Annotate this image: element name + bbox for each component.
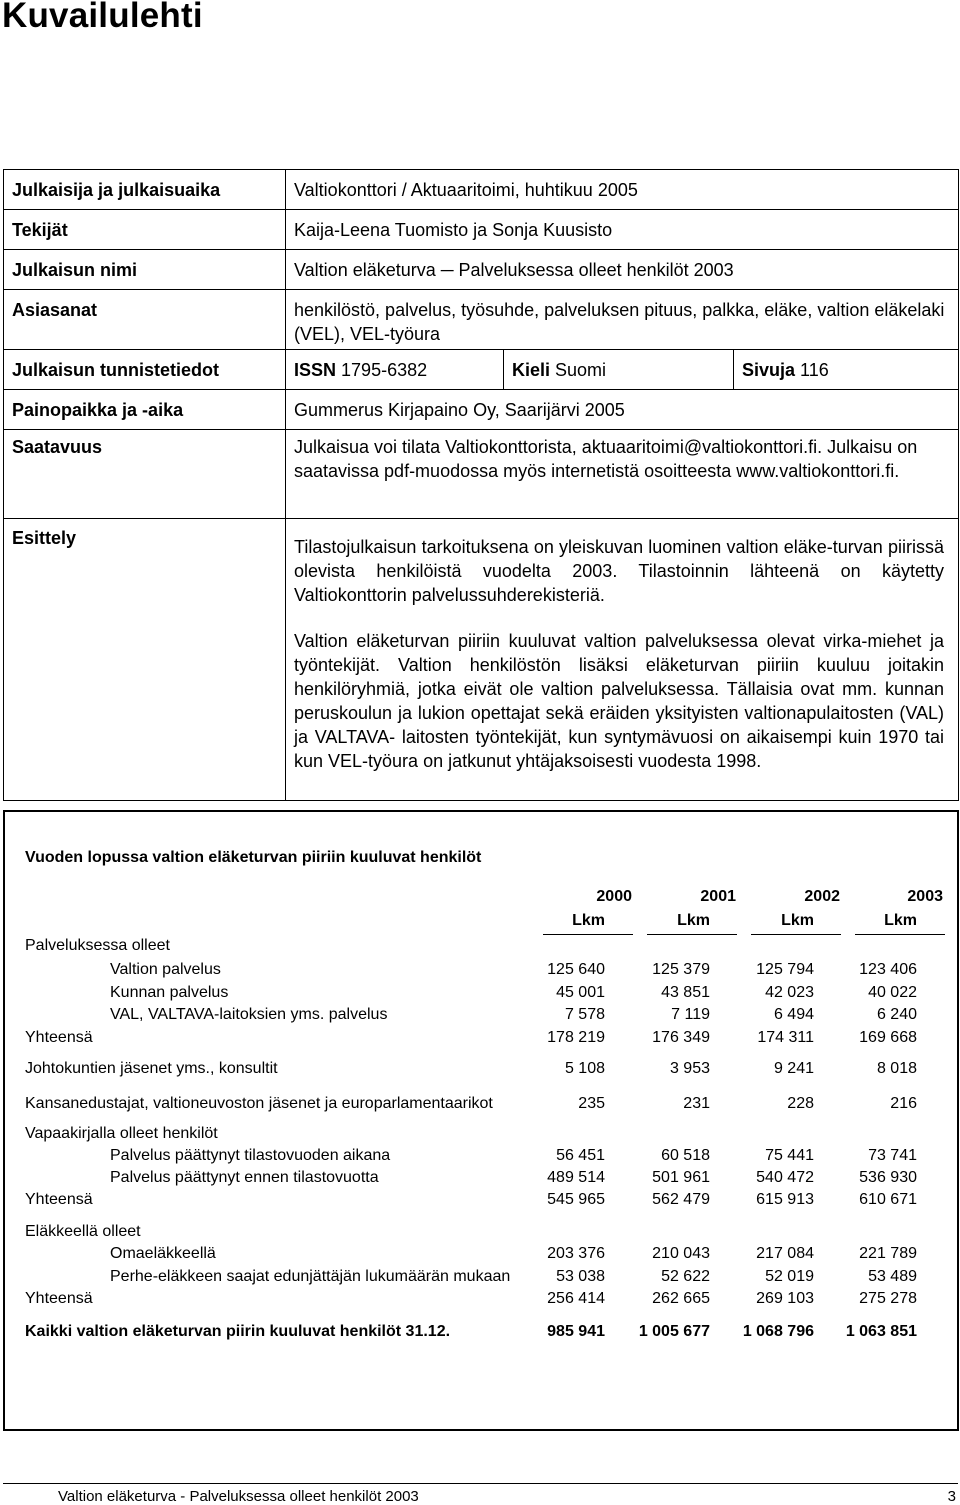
header-underline (855, 934, 945, 935)
table-row (5, 1245, 957, 1267)
cell-2002: 615 913 (756, 1191, 814, 1208)
cell-2000: 256 414 (547, 1290, 605, 1307)
issn-value: 1795-6382 (341, 360, 428, 380)
cell-2002: 228 (787, 1095, 814, 1112)
unit-2003: Lkm (884, 912, 917, 929)
cell-2000: 125 640 (547, 961, 605, 978)
cell-2000: 7 578 (564, 1006, 605, 1023)
stats-title: Vuoden lopussa valtion eläketurvan piiriin kuuluvat henkilöt (25, 849, 482, 866)
header-underline (647, 934, 737, 935)
cell-2001: 210 043 (652, 1245, 710, 1262)
row-label: Palveluksessa olleet (25, 937, 170, 954)
row-label: Vapaakirjalla olleet henkilöt (25, 1125, 218, 1142)
cell-2003: 610 671 (859, 1191, 917, 1208)
issn-cell (286, 350, 504, 390)
cell-2001: 562 479 (652, 1191, 710, 1208)
table-row (5, 1290, 957, 1312)
table-row (5, 1268, 957, 1290)
intro-label: Esittely (4, 519, 286, 801)
row-label: Johtokuntien jäsenet yms., konsultit (25, 1060, 278, 1077)
row-label: Kansanedustajat, valtioneuvoston jäsenet ja europarlamentaarikot (25, 1095, 493, 1112)
table-row (5, 1095, 957, 1117)
cell-2000: 489 514 (547, 1169, 605, 1186)
cell-2002: 125 794 (756, 961, 814, 978)
cell-2002: 9 241 (773, 1060, 814, 1077)
cell-2000: 53 038 (556, 1268, 605, 1285)
cell-2001: 176 349 (652, 1029, 710, 1046)
cell-2001: 3 953 (669, 1060, 710, 1077)
cell-2002: 75 441 (765, 1147, 814, 1164)
table-row (5, 1191, 957, 1213)
availability-value: Julkaisua voi tilata Valtiokonttorista, aktuaaritoimi@valtiokonttori.fi. Julkaisu on saatavissa pdf-muodossa myös internetistä osoitteesta www.valtiokonttori.fi. (286, 430, 959, 519)
unit-2002: Lkm (781, 912, 814, 929)
table-row (5, 1006, 957, 1028)
row-label: Kunnan palvelus (110, 984, 229, 1001)
page-number: 3 (947, 1488, 956, 1505)
cell-2001: 1 005 677 (638, 1323, 710, 1340)
table-row (5, 1323, 957, 1345)
cell-2002: 42 023 (765, 984, 814, 1001)
name-label: Julkaisun nimi (4, 250, 286, 290)
authors-value: Kaija-Leena Tuomisto ja Sonja Kuusisto (286, 210, 959, 250)
lang-cell (504, 350, 734, 390)
publisher-value: Valtiokonttori / Aktuaaritoimi, huhtikuu 2005 (286, 170, 959, 210)
cell-2001: 231 (683, 1095, 710, 1112)
cell-2002: 540 472 (756, 1169, 814, 1186)
cell-2003: 1 063 851 (845, 1323, 917, 1340)
footer-divider (3, 1483, 958, 1484)
row-label: Yhteensä (25, 1029, 93, 1046)
row-label: Valtion palvelus (110, 961, 221, 978)
year-2001: 2001 (700, 888, 736, 905)
row-label: Yhteensä (25, 1290, 93, 1307)
print-label: Painopaikka ja -aika (4, 390, 286, 430)
row-label: Eläkkeellä olleet (25, 1223, 141, 1240)
cell-2002: 174 311 (757, 1029, 814, 1046)
table-row (5, 937, 957, 959)
unit-2000: Lkm (572, 912, 605, 929)
cell-2001: 43 851 (661, 984, 710, 1001)
table-row (5, 1147, 957, 1169)
table-row (5, 1125, 957, 1147)
intro-paragraph-1: Tilastojulkaisun tarkoituksena on yleiskuvan luominen valtion eläke-turvan piirissä olevista henkilöistä vuodelta 2003. Tilastoinnin lähteenä on käytetty Valtiokonttorin palvelussuhderekisteriä. (294, 537, 944, 605)
cell-2000: 203 376 (547, 1245, 605, 1262)
cell-2002: 6 494 (773, 1006, 814, 1023)
cell-2002: 52 019 (765, 1268, 814, 1285)
lang-value: Suomi (555, 360, 607, 380)
cell-2003: 73 741 (868, 1147, 917, 1164)
keywords-value: henkilöstö, palvelus, työsuhde, palveluksen pituus, palkka, eläke, valtion eläkelaki (VEL), VEL-työura (286, 290, 959, 350)
cell-2000: 45 001 (556, 984, 605, 1001)
authors-label: Tekijät (4, 210, 286, 250)
table-row (5, 1060, 957, 1082)
row-label: VAL, VALTAVA-laitoksien yms. palvelus (110, 1006, 388, 1023)
intro-paragraph-2: Valtion eläketurvan piiriin kuuluvat valtion palveluksessa olevat virka-miehet ja työntekijät. Valtion henkilöstön lisäksi eläketurvan piiriin kuuluu joitakin henkilöryhmiä, jotka eivät ole valtion palveluksessa. Tällaisia ovat mm. kunnan peruskoulun ja lukion opettajat sekä eräiden yksityisten valtionapulaitosten (VAL) ja VALTAVA- laitosten työntekijät, kun syntymävuosi on aikaisempi kuin 1970 tai kun VEL-työura on jatkunut yhtäjaksoisesti vuodesta 1998. (294, 631, 944, 771)
print-value: Gummerus Kirjapaino Oy, Saarijärvi 2005 (286, 390, 959, 430)
cell-2002: 269 103 (756, 1290, 814, 1307)
availability-label: Saatavuus (4, 430, 286, 519)
header-underline (751, 934, 841, 935)
row-label: Kaikki valtion eläketurvan piirin kuuluvat henkilöt 31.12. (25, 1323, 451, 1340)
cell-2003: 221 789 (859, 1245, 917, 1262)
cell-2001: 60 518 (661, 1147, 710, 1164)
cell-2003: 123 406 (859, 961, 917, 978)
year-2002: 2002 (804, 888, 840, 905)
table-row (5, 1223, 957, 1245)
table-row (5, 1029, 957, 1051)
row-label: Palvelus päättynyt tilastovuoden aikana (110, 1147, 391, 1164)
publisher-label: Julkaisija ja julkaisuaika (4, 170, 286, 210)
cell-2000: 5 108 (564, 1060, 605, 1077)
cell-2003: 8 018 (876, 1060, 917, 1077)
issn-label: ISSN (294, 360, 337, 380)
cell-2003: 536 930 (859, 1169, 917, 1186)
table-row (5, 984, 957, 1006)
pages-label: Sivuja (742, 360, 796, 380)
cell-2003: 40 022 (868, 984, 917, 1001)
ident-label: Julkaisun tunnistetiedot (4, 350, 286, 390)
pages-value: 116 (800, 360, 829, 380)
table-row (5, 1169, 957, 1191)
unit-2001: Lkm (677, 912, 710, 929)
row-label: Perhe-eläkkeen saajat edunjättäjän lukumäärän mukaan (110, 1268, 511, 1285)
cell-2003: 53 489 (868, 1268, 917, 1285)
cell-2000: 235 (578, 1095, 605, 1112)
lang-label: Kieli (512, 360, 551, 380)
pages-cell (734, 350, 959, 390)
table-row (5, 961, 957, 983)
cell-2001: 501 961 (652, 1169, 710, 1186)
statistics-box (3, 810, 959, 1431)
metadata-table (3, 169, 959, 801)
cell-2001: 125 379 (652, 961, 710, 978)
name-value: Valtion eläketurva ─ Palveluksessa olleet henkilöt 2003 (286, 250, 959, 290)
cell-2000: 56 451 (556, 1147, 605, 1164)
row-label: Palvelus päättynyt ennen tilastovuotta (110, 1169, 379, 1186)
cell-2003: 169 668 (859, 1029, 917, 1046)
cell-2001: 52 622 (661, 1268, 710, 1285)
cell-2001: 7 119 (671, 1006, 710, 1023)
cell-2000: 985 941 (547, 1323, 605, 1340)
cell-2003: 216 (890, 1095, 917, 1112)
header-underline (543, 934, 633, 935)
footer-text: Valtion eläketurva - Palveluksessa olleet henkilöt 2003 (58, 1488, 419, 1505)
cell-2003: 6 240 (876, 1006, 917, 1023)
intro-text (286, 519, 959, 801)
keywords-label: Asiasanat (4, 290, 286, 350)
cell-2002: 1 068 796 (742, 1323, 814, 1340)
cell-2000: 545 965 (547, 1191, 605, 1208)
row-label: Omaeläkkeellä (110, 1245, 216, 1262)
year-2003: 2003 (907, 888, 943, 905)
row-label: Yhteensä (25, 1191, 93, 1208)
cell-2003: 275 278 (859, 1290, 917, 1307)
page-title: Kuvailulehti (2, 0, 203, 35)
cell-2001: 262 665 (652, 1290, 710, 1307)
cell-2002: 217 084 (756, 1245, 814, 1262)
year-2000: 2000 (596, 888, 632, 905)
cell-2000: 178 219 (547, 1029, 605, 1046)
